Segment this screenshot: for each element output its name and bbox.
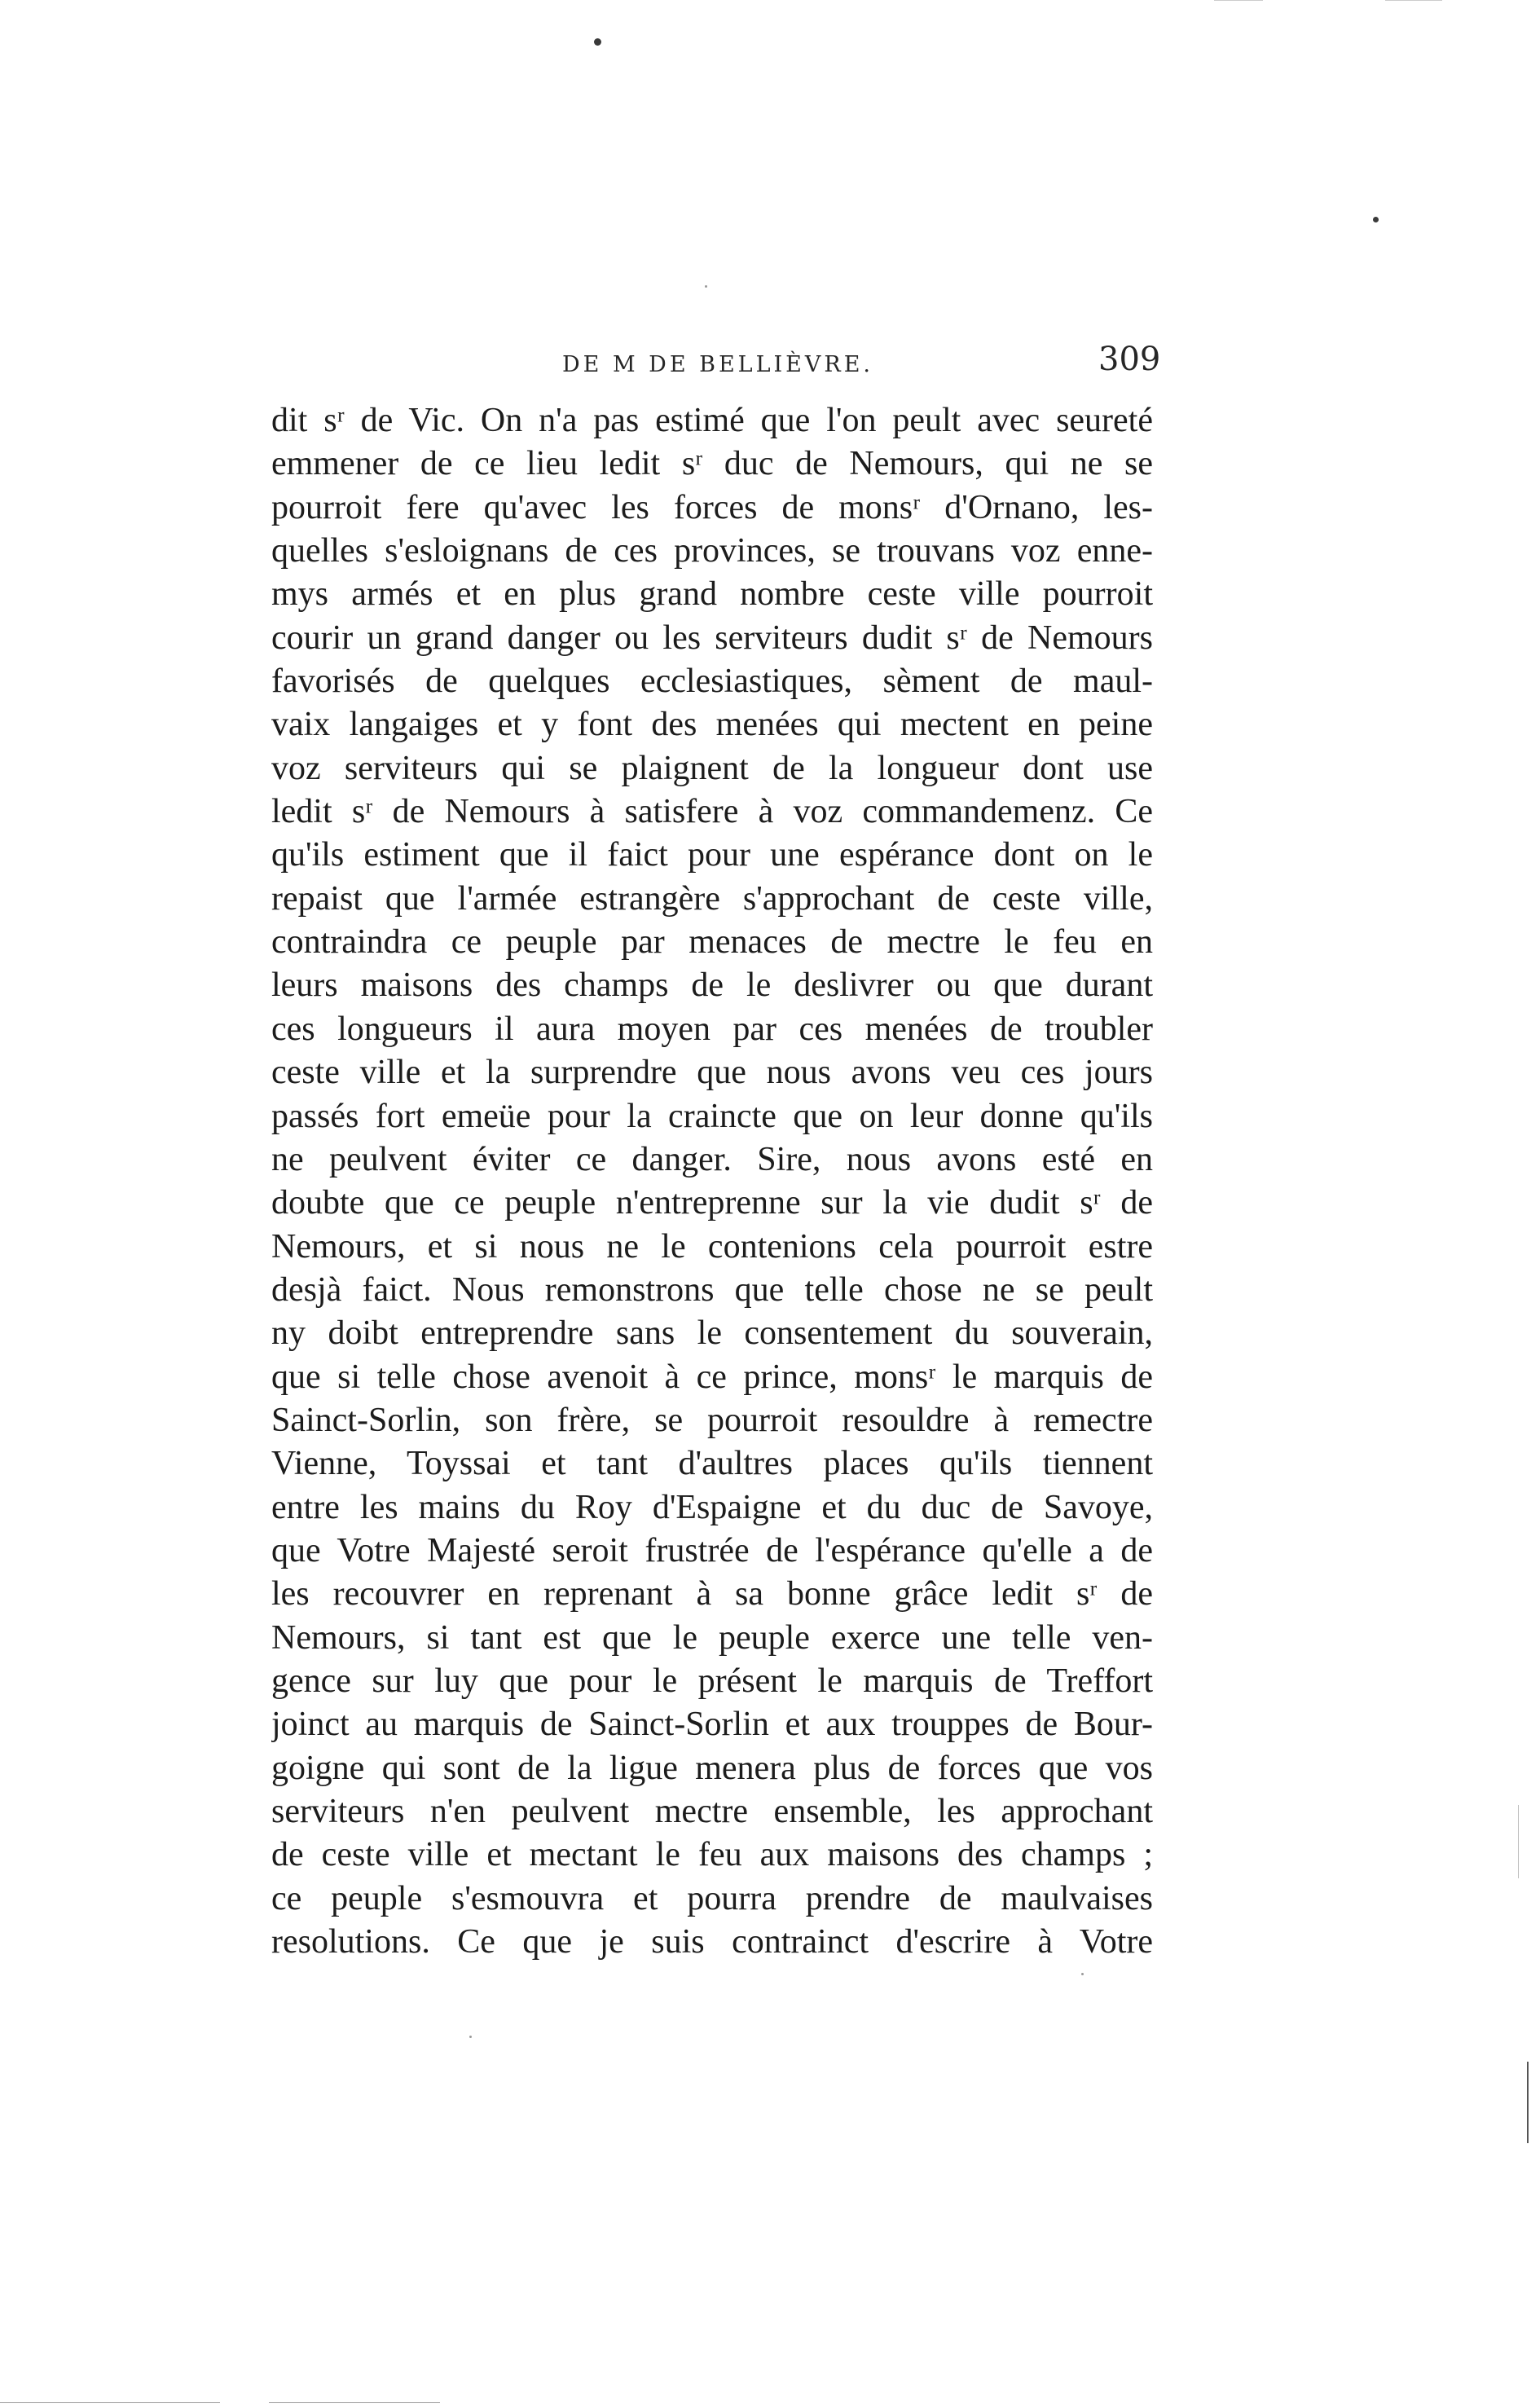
- text-line: ne peulvent éviter ce danger. Sire, nous avons esté en: [271, 1140, 1153, 1178]
- text-line: joinct au marquis de Sainct-Sorlin et aux trouppes de Bour-: [271, 1706, 1153, 1744]
- text-line: ce peuple s'esmouvra et pourra prendre de maulvaises: [271, 1879, 1153, 1917]
- text-line: que si telle chose avenoit à ce prince, monsʳ le marquis de: [271, 1358, 1153, 1396]
- text-line: gence sur luy que pour le présent le marquis de Treffort: [271, 1662, 1153, 1700]
- text-line: desjà faict. Nous remonstrons que telle chose ne se peult: [271, 1270, 1153, 1309]
- edge-mark: [1385, 0, 1442, 1]
- edge-mark: [0, 2402, 220, 2403]
- text-line: voz serviteurs qui se plaignent de la longueur dont use: [271, 749, 1153, 787]
- page-number: 309: [1098, 341, 1161, 378]
- text-line: ledit sʳ de Nemours à satisfere à voz commandemenz. Ce: [271, 793, 1153, 831]
- text-line: resolutions. Ce que je suis contrainct d'escrire à Votre: [271, 1923, 1153, 1961]
- text-line: ny doibt entreprendre sans le consentement du souverain,: [271, 1314, 1153, 1353]
- text-line: leurs maisons des champs de le deslivrer ou que durant: [271, 966, 1153, 1005]
- text-line: Sainct-Sorlin, son frère, se pourroit resouldre à remectre: [271, 1401, 1153, 1439]
- text-line: doubte que ce peuple n'entreprenne sur la vie dudit sʳ de: [271, 1184, 1153, 1222]
- text-line: Nemours, si tant est que le peuple exerce une telle ven-: [271, 1618, 1153, 1657]
- scan-speck: [1081, 1973, 1084, 1975]
- edge-mark: [1527, 2062, 1529, 2143]
- edge-mark: [1214, 0, 1263, 1]
- text-line: Vienne, Toyssai et tant d'aultres places qu'ils tiennent: [271, 1445, 1153, 1483]
- text-line: mys armés et en plus grand nombre ceste ville pourroit: [271, 575, 1153, 614]
- text-line: courir un grand danger ou les serviteurs dudit sʳ de Nemours: [271, 619, 1153, 657]
- text-line: entre les mains du Roy d'Espaigne et du duc de Savoye,: [271, 1488, 1153, 1526]
- text-line: emmener de ce lieu ledit sʳ duc de Nemours, qui ne se: [271, 445, 1153, 483]
- scan-speck: [594, 38, 601, 46]
- text-line: quelles s'esloignans de ces provinces, se trouvans voz enne-: [271, 532, 1153, 570]
- scan-speck: [469, 2036, 472, 2038]
- edge-mark: [269, 2402, 440, 2403]
- scan-speck: [705, 285, 707, 288]
- text-line: repaist que l'armée estrangère s'approchant de ceste ville,: [271, 879, 1153, 918]
- text-line: Nemours, et si nous ne le contenions cela pourroit estre: [271, 1227, 1153, 1266]
- text-line: de ceste ville et mectant le feu aux maisons des champs ;: [271, 1836, 1153, 1874]
- edge-mark: [1518, 1805, 1519, 1878]
- text-line: ces longueurs il aura moyen par ces menées de troubler: [271, 1010, 1153, 1048]
- text-line: vaix langaiges et y font des menées qui mectent en peine: [271, 706, 1153, 744]
- text-line: que Votre Majesté seroit frustrée de l'espérance qu'elle a de: [271, 1531, 1153, 1569]
- text-line: contraindra ce peuple par menaces de mectre le feu en: [271, 923, 1153, 962]
- body-text: [271, 399, 1153, 1964]
- text-line: goigne qui sont de la ligue menera plus de forces que vos: [271, 1749, 1153, 1787]
- text-line: ceste ville et la surprendre que nous avons veu ces jours: [271, 1054, 1153, 1092]
- text-line: dit sʳ de Vic. On n'a pas estimé que l'on peult avec seureté: [271, 402, 1153, 439]
- text-line: les recouvrer en reprenant à sa bonne grâce ledit sʳ de: [271, 1575, 1153, 1613]
- running-title: DE M DE BELLIÈVRE.: [562, 352, 874, 377]
- text-line: favorisés de quelques ecclesiastiques, sèment de maul-: [271, 663, 1153, 701]
- text-line: passés fort emeüe pour la craincte que on leur donne qu'ils: [271, 1097, 1153, 1135]
- scan-speck: [1373, 217, 1379, 222]
- text-line: serviteurs n'en peulvent mectre ensemble, les approchant: [271, 1793, 1153, 1830]
- text-line: pourroit fere qu'avec les forces de monsʳ d'Ornano, les-: [271, 488, 1153, 526]
- text-line: qu'ils estiment que il faict pour une espérance dont on le: [271, 836, 1153, 874]
